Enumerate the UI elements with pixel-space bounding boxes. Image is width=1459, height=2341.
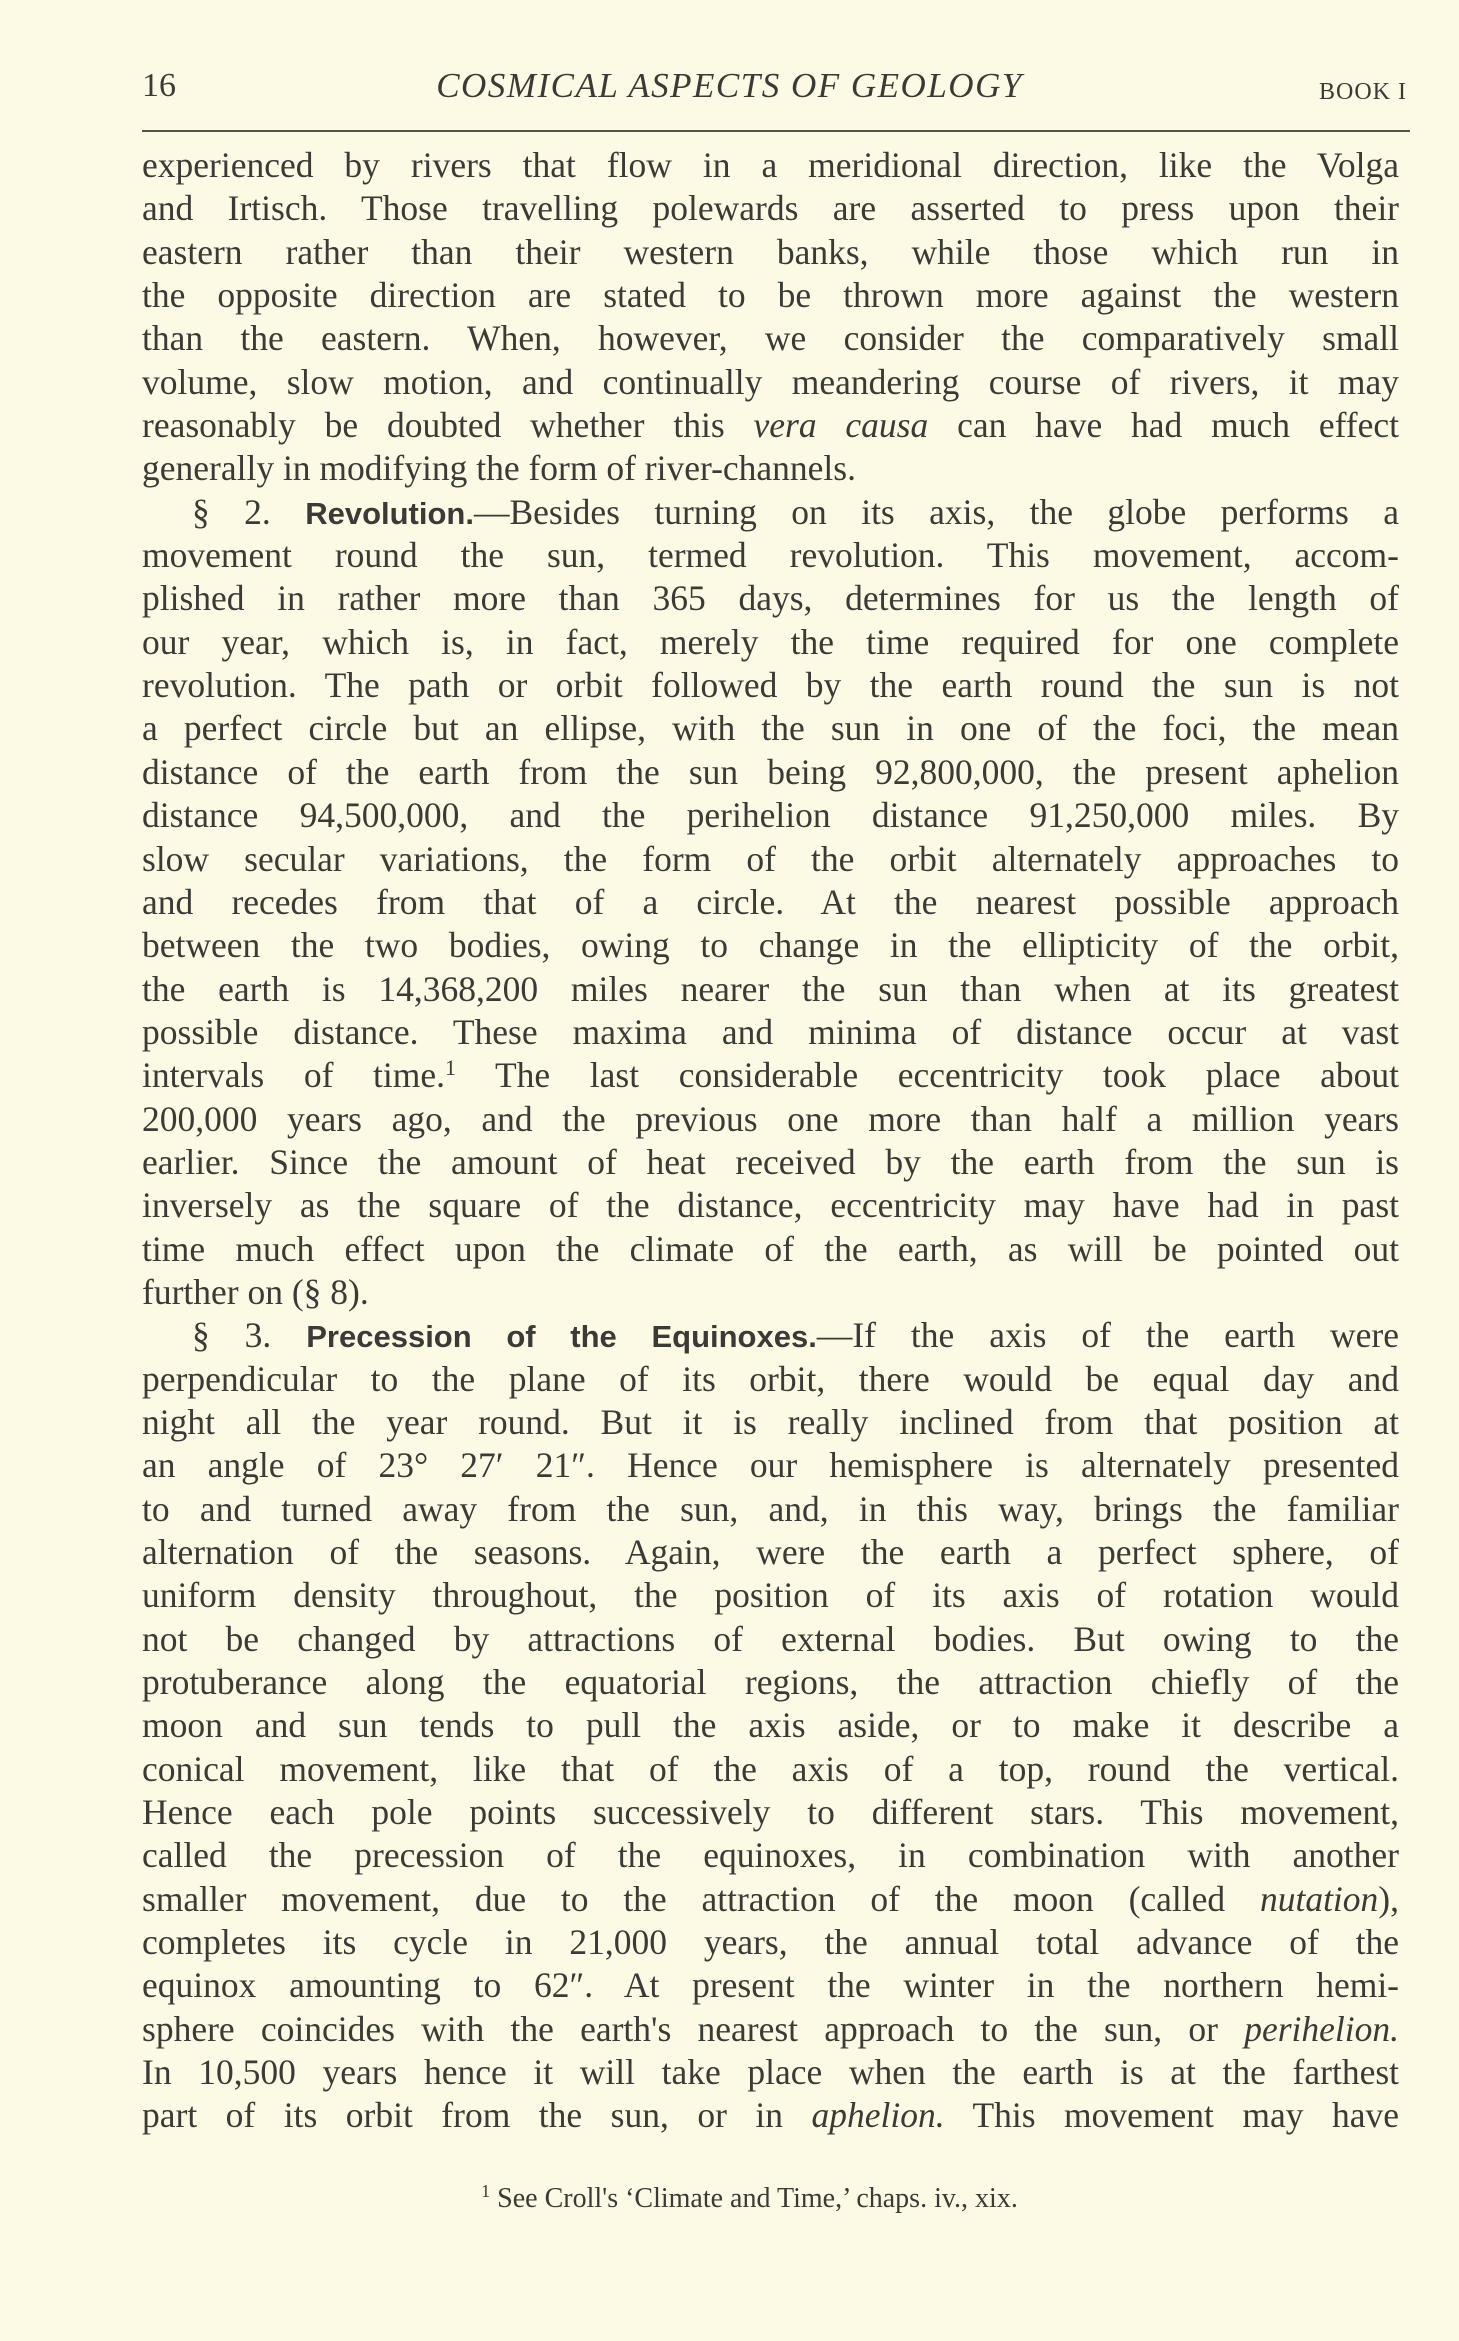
- text-line: [142, 1011, 1399, 1054]
- text-segment: can have had much effect: [928, 405, 1399, 446]
- text-segment: equinox amounting to 62″. At present the winter in the northern hemi-: [142, 1965, 1399, 2006]
- text-segment: volume, slow motion, and continually meandering course of rivers, it may: [142, 361, 1399, 402]
- text-line: [142, 1834, 1399, 1877]
- text-line: [142, 1141, 1399, 1184]
- text-segment: night all the year round. But it is really inclined from that position at: [142, 1401, 1399, 1442]
- text-segment: reasonably be doubted whether this: [142, 405, 754, 446]
- text-line: [142, 1661, 1399, 1704]
- text-line: [142, 1228, 1399, 1271]
- text-segment: 200,000 years ago, and the previous one more than half a million years: [142, 1098, 1399, 1139]
- text-segment: revolution. The path or orbit followed by the earth round the sun is not: [142, 665, 1399, 706]
- text-line: [142, 144, 1399, 187]
- text-segment: —If the axis of the earth were: [816, 1315, 1399, 1356]
- text-segment: sphere coincides with the earth's nearest approach to the sun, or: [142, 2008, 1245, 2049]
- text-segment: the earth is 14,368,200 miles nearer the sun than when at its greatest: [142, 968, 1399, 1009]
- text-line: [142, 1271, 1399, 1314]
- text-segment: completes its cycle in 21,000 years, the annual total advance of the: [142, 1922, 1399, 1963]
- section-heading: Revolution.: [305, 495, 474, 531]
- text-line: [142, 1444, 1399, 1487]
- text-line: [142, 317, 1399, 360]
- body-text: [142, 144, 1399, 2138]
- text-segment: time much effect upon the climate of the earth, as will be pointed out: [142, 1228, 1399, 1269]
- text-segment: part of its orbit from the sun, or in: [142, 2095, 812, 2136]
- text-line: [142, 2094, 1399, 2137]
- text-segment: moon and sun tends to pull the axis aside, or to make it describe a: [142, 1705, 1399, 1746]
- text-segment: eastern rather than their western banks, while those which run in: [142, 231, 1399, 272]
- text-segment: an angle of 23° 27′ 21″. Hence our hemisphere is alternately presented: [142, 1445, 1399, 1486]
- text-line: [142, 1098, 1399, 1141]
- text-segment: earlier. Since the amount of heat received by the earth from the sun is: [142, 1141, 1399, 1182]
- text-segment: smaller movement, due to the attraction of the moon (called: [142, 1878, 1260, 1919]
- text-segment: This movement may have: [944, 2095, 1399, 2136]
- text-line: [142, 187, 1399, 230]
- text-segment: called the precession of the equinoxes, in combination with another: [142, 1835, 1399, 1876]
- text-segment: and recedes from that of a circle. At the nearest possible approach: [142, 881, 1399, 922]
- text-line: [142, 274, 1399, 317]
- paragraph: [142, 144, 1399, 491]
- footnote-ref: 1: [445, 1055, 457, 1081]
- text-segment: conical movement, like that of the axis of a top, round the vertical.: [142, 1748, 1399, 1789]
- book-label: BOOK I: [1319, 79, 1407, 105]
- paragraph: [142, 1314, 1399, 2138]
- text-segment: and Irtisch. Those travelling polewards are asserted to press upon their: [142, 188, 1399, 229]
- text-segment: movement round the sun, termed revolution. This movement, accom-: [142, 535, 1399, 576]
- text-line: [142, 621, 1399, 664]
- header-rule: [142, 130, 1410, 132]
- text-line: [142, 1054, 1399, 1097]
- text-line: [142, 491, 1399, 534]
- text-segment: distance of the earth from the sun being 92,800,000, the present aphelion: [142, 751, 1399, 792]
- text-segment: uniform density throughout, the position of its axis of rotation would: [142, 1575, 1399, 1616]
- text-line: [142, 838, 1399, 881]
- text-segment: protuberance along the equatorial regions, the attraction chiefly of the: [142, 1662, 1399, 1703]
- text-line: [142, 1574, 1399, 1617]
- text-segment: § 3.: [192, 1315, 307, 1356]
- italic-term: vera causa: [753, 405, 929, 446]
- text-segment: The last considerable eccentricity took place about: [456, 1055, 1399, 1096]
- text-segment: not be changed by attractions of external bodies. But owing to the: [142, 1618, 1399, 1659]
- text-line: [142, 231, 1399, 274]
- text-segment: perpendicular to the plane of its orbit, there would be equal day and: [142, 1358, 1399, 1399]
- italic-term: nutation: [1259, 1878, 1379, 1919]
- footnote: [0, 2183, 1459, 2215]
- text-line: [142, 968, 1399, 1011]
- text-line: [142, 924, 1399, 967]
- text-line: [142, 1704, 1399, 1747]
- text-segment: ),: [1378, 1878, 1399, 1919]
- text-line: [142, 1184, 1399, 1227]
- text-segment: experienced by rivers that flow in a meridional direction, like the Volga: [142, 145, 1399, 185]
- text-line: [142, 577, 1399, 620]
- italic-term: perihelion.: [1244, 2008, 1399, 2049]
- text-segment: intervals of time.: [142, 1055, 446, 1096]
- section-heading: Precession of the Equinoxes.: [306, 1319, 817, 1355]
- text-segment: the opposite direction are stated to be thrown more against the western: [142, 275, 1399, 316]
- text-line: [142, 1964, 1399, 2007]
- text-line: [142, 2051, 1399, 2094]
- text-segment: § 2.: [192, 491, 306, 532]
- text-line: [142, 1488, 1399, 1531]
- text-segment: possible distance. These maxima and minima of distance occur at vast: [142, 1011, 1399, 1052]
- text-segment: In 10,500 years hence it will take place when the earth is at the farthest: [142, 2052, 1399, 2093]
- text-segment: Hence each pole points successively to different stars. This movement,: [142, 1792, 1399, 1833]
- text-segment: than the eastern. When, however, we consider the comparatively small: [142, 318, 1399, 359]
- text-line: [142, 361, 1399, 404]
- text-line: [142, 1314, 1399, 1357]
- italic-term: aphelion.: [811, 2095, 945, 2136]
- text-segment: alternation of the seasons. Again, were the earth a perfect sphere, of: [142, 1532, 1399, 1572]
- running-title: COSMICAL ASPECTS OF GEOLOGY: [436, 66, 1023, 105]
- text-line: [142, 1618, 1399, 1661]
- text-line: [142, 404, 1399, 447]
- text-segment: plished in rather more than 365 days, determines for us the length of: [142, 578, 1399, 619]
- text-line: [142, 751, 1399, 794]
- text-segment: to and turned away from the sun, and, in this way, brings the familiar: [142, 1488, 1399, 1529]
- text-segment: slow secular variations, the form of the orbit alternately approaches to: [142, 838, 1399, 879]
- paragraph: [142, 491, 1399, 1315]
- text-line: [142, 447, 1399, 490]
- text-line: [142, 2008, 1399, 2051]
- text-line: [142, 1921, 1399, 1964]
- page-number: 16: [142, 67, 176, 104]
- text-segment: between the two bodies, owing to change in the ellipticity of the orbit,: [142, 925, 1399, 966]
- text-segment: —Besides turning on its axis, the globe performs a: [473, 491, 1400, 532]
- text-line: [142, 1531, 1399, 1574]
- text-segment: our year, which is, in fact, merely the time required for one complete: [142, 621, 1399, 662]
- text-line: [142, 1358, 1399, 1401]
- text-line: [142, 664, 1399, 707]
- text-segment: generally in modifying the form of river-channels.: [142, 448, 856, 489]
- text-line: [142, 1878, 1399, 1921]
- text-line: [142, 534, 1399, 577]
- footnote-text: See Croll's ‘Climate and Time,’ chaps. iv., xix.: [490, 2183, 1018, 2214]
- text-line: [142, 1401, 1399, 1444]
- text-segment: further on (§ 8).: [142, 1271, 369, 1312]
- text-segment: inversely as the square of the distance, eccentricity may have had in past: [142, 1185, 1399, 1226]
- text-segment: a perfect circle but an ellipse, with the sun in one of the foci, the mean: [142, 708, 1399, 749]
- text-line: [142, 1791, 1399, 1834]
- text-segment: distance 94,500,000, and the perihelion distance 91,250,000 miles. By: [142, 795, 1399, 836]
- footnote-marker: 1: [481, 2181, 491, 2201]
- text-line: [142, 881, 1399, 924]
- text-line: [142, 707, 1399, 750]
- text-line: [142, 794, 1399, 837]
- text-line: [142, 1748, 1399, 1791]
